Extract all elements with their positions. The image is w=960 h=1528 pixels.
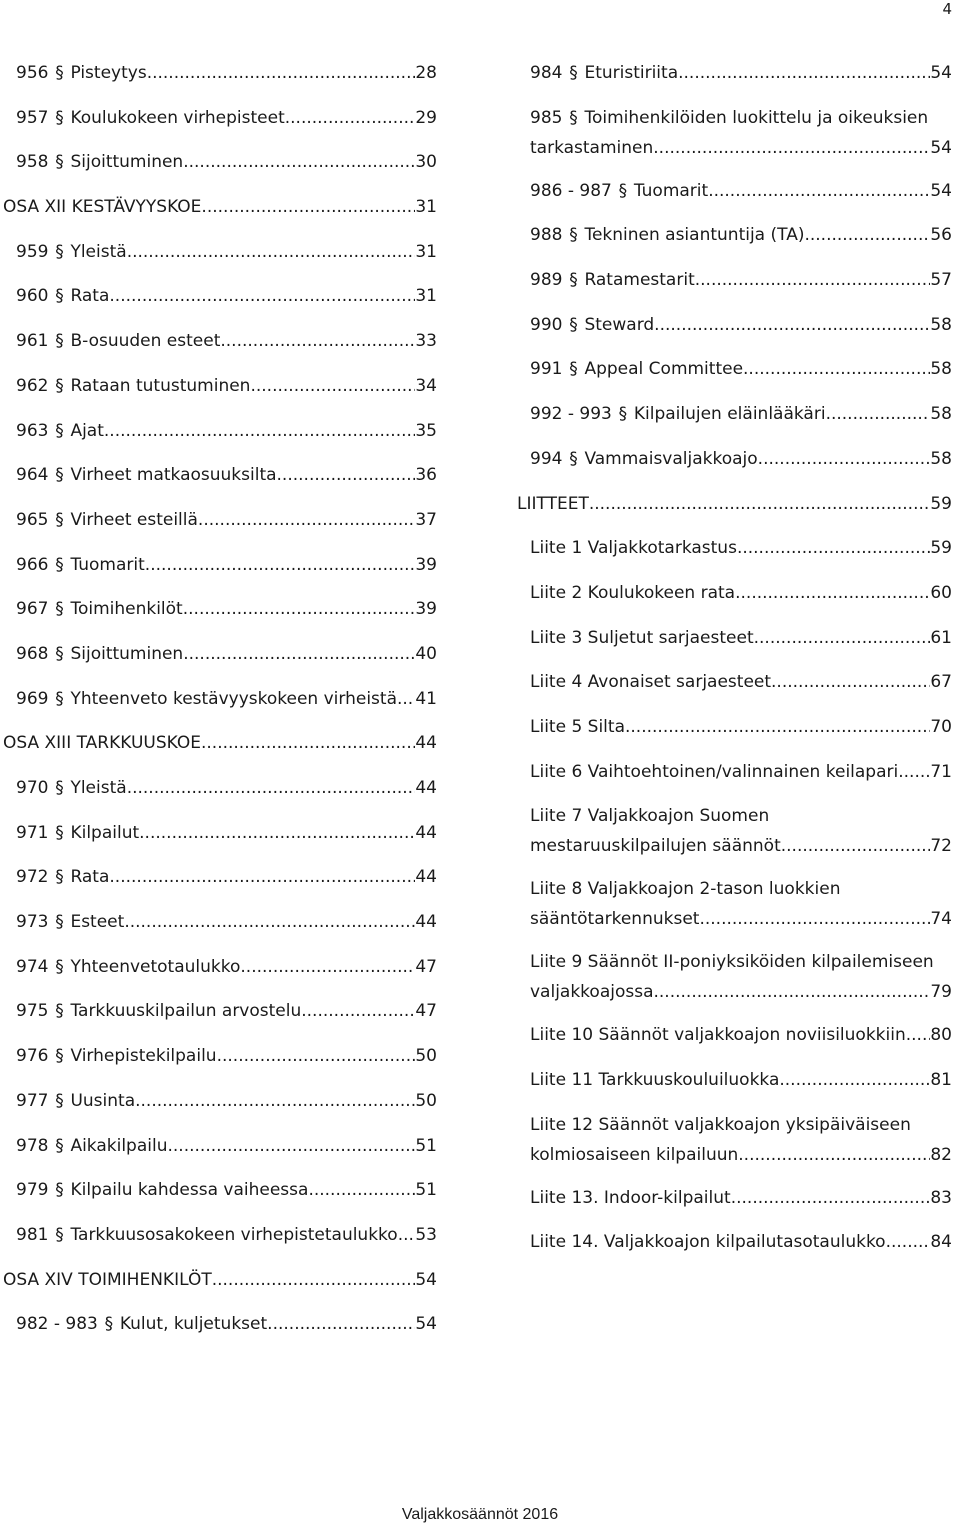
toc-entry-page: 34 [415,375,437,396]
toc-entry-page: 35 [415,420,437,441]
section-sign: § [55,375,64,396]
toc-entry-page: 30 [415,152,437,173]
toc-entry-title: OSA XII KESTÄVYYSKOE [3,197,202,218]
toc-entry-title: Kulut, kuljetukset [119,1314,268,1335]
toc-entry[interactable] [514,667,952,712]
toc-entry-title: Liite 14. Valjakkoajon kilpailutasotaulukko [530,1232,886,1253]
toc-entry-title: Virheet matkaosuuksilta [70,465,277,486]
dot-leader [678,58,930,88]
toc-entry-title: Uusinta [70,1090,136,1111]
toc-entry-title-line1: Liite 8 Valjakkoajon 2-tason luokkien [530,879,841,900]
toc-entry-page: 51 [415,1135,437,1156]
dot-leader [754,623,931,653]
dot-leader [699,904,930,934]
toc-entry-title: Eturistiriita [584,63,679,83]
toc-entry[interactable] [0,639,437,684]
toc-entry-number: 956 [16,63,49,83]
dot-leader [104,416,415,446]
toc-entry-page: 44 [415,822,437,843]
section-sign: § [569,107,578,128]
toc-entry-number: 964 [16,465,49,486]
toc-entry-title: Toimihenkilöt [70,599,183,620]
toc-entry-title: kolmiosaiseen kilpailuun [530,1144,739,1165]
toc-entry-page: 50 [415,1046,437,1067]
toc-entry[interactable] [0,460,437,505]
toc-entry-page: 29 [415,107,437,128]
dot-leader [695,265,931,295]
toc-entry-title: Rataan tutustuminen [70,375,251,396]
dot-leader [779,1065,930,1095]
toc-entry[interactable] [0,1220,437,1265]
toc-entry[interactable] [0,1265,437,1310]
toc-entry[interactable] [0,326,437,371]
toc-entry[interactable] [0,1041,437,1086]
dot-leader [758,444,931,474]
dot-leader [168,1131,416,1161]
toc-entry-title: Sijoittuminen [70,643,184,664]
dot-leader [183,594,416,624]
toc-entry-page: 44 [415,912,437,933]
dot-leader [217,1041,416,1071]
toc-entry-title: Kilpailut [70,822,140,843]
toc-entry[interactable] [0,281,437,326]
toc-entry[interactable] [514,1065,952,1110]
dot-leader [654,310,930,340]
toc-entry[interactable] [514,444,952,489]
toc-entry-title: Sijoittuminen [70,152,184,173]
toc-entry-number: 960 [16,286,49,307]
toc-right-column [514,58,952,1272]
toc-entry-page: 44 [415,867,437,888]
toc-entry-number: 979 [16,1180,49,1201]
toc-entry-number: 972 [16,867,49,888]
toc-entry[interactable] [514,399,952,444]
toc-entry-number: 977 [16,1090,49,1111]
toc-entry[interactable] [514,533,952,578]
toc-entry[interactable] [514,712,952,757]
toc-entry-title: Virhepistekilpailu [70,1046,217,1067]
toc-entry-page: 71 [930,761,952,782]
dot-leader [771,667,930,697]
dot-leader [127,237,416,267]
section-sign: § [618,180,628,201]
toc-entry-title: Tuomarit [70,554,145,575]
toc-entry[interactable] [0,1086,437,1131]
section-sign: § [55,1090,64,1111]
section-sign: § [618,404,628,425]
toc-entry-title: Yleistä [70,778,127,798]
toc-entry[interactable] [514,623,952,668]
toc-entry[interactable] [0,192,437,237]
toc-entry-page: 58 [930,359,952,380]
dot-leader [109,281,415,311]
dot-leader [737,533,930,563]
toc-entry-number: 974 [16,956,49,977]
toc-entry[interactable] [514,801,952,874]
toc-entry-page: 72 [930,836,952,857]
section-sign: § [55,63,64,83]
toc-entry-page: 83 [930,1187,952,1208]
toc-entry-number: 975 [16,1001,49,1022]
toc-entry-title: Ratamestarit [584,270,695,291]
dot-leader [906,1020,931,1050]
toc-entry-title: mestaruuskilpailujen säännöt [530,836,781,857]
toc-entry[interactable] [0,371,437,416]
toc-entry-page: 44 [415,733,437,754]
toc-entry[interactable] [0,862,437,907]
toc-entry-page: 28 [415,63,437,83]
toc-entry-title: Liite 5 Silta [530,716,625,737]
section-sign: § [55,599,64,620]
section-sign: § [55,1135,64,1156]
dot-leader [708,176,930,206]
toc-entry-page: 31 [415,241,437,262]
toc-left-column [0,58,437,1354]
toc-entry-title: Kilpailujen eläinlääkäri [633,404,826,425]
dot-leader [201,192,415,222]
toc-entry-number: 994 [530,448,563,469]
dot-leader [250,371,415,401]
dot-leader [240,952,415,982]
toc-entry-page: 54 [930,180,952,201]
section-sign: § [569,314,578,335]
dot-leader [625,712,930,742]
dot-leader [183,639,415,669]
dot-leader [398,1220,416,1250]
section-sign: § [55,286,64,307]
toc-entry-title: Koulukokeen virhepisteet [70,107,285,128]
toc-entry[interactable] [0,684,437,729]
toc-entry[interactable] [0,728,437,773]
toc-entry-page: 82 [930,1144,952,1165]
dot-leader [109,862,415,892]
section-sign: § [55,778,64,798]
dot-leader [212,1265,416,1295]
toc-entry-number: 981 [16,1224,49,1245]
toc-entry[interactable] [0,103,437,148]
toc-entry-title: Liite 2 Koulukokeen rata [530,582,736,603]
dot-leader [147,58,416,88]
toc-entry-title: Liite 11 Tarkkuuskouluiluokka [530,1070,780,1090]
toc-entry-number: 965 [16,509,49,530]
toc-entry[interactable] [0,907,437,952]
section-sign: § [55,822,64,843]
dot-leader [743,354,930,384]
toc-entry[interactable] [514,103,952,176]
toc-entry[interactable] [514,578,952,623]
section-sign: § [55,241,64,262]
toc-entry-page: 37 [415,509,437,530]
toc-entry[interactable] [0,147,437,192]
toc-entry-number: 976 [16,1046,49,1067]
toc-entry[interactable] [514,874,952,947]
toc-entry[interactable] [514,947,952,1020]
toc-entry[interactable] [514,265,952,310]
dot-leader [397,684,415,714]
section-sign: § [55,956,64,977]
toc-entry-page: 57 [930,270,952,291]
toc-entry-number: 982 - 983 [16,1314,98,1335]
toc-entry[interactable] [514,1110,952,1183]
toc-entry-number: 961 [16,331,49,352]
section-sign: § [569,448,578,469]
toc-entry-page: 36 [415,465,437,486]
toc-entry-page: 51 [415,1180,437,1201]
toc-entry-page: 70 [930,716,952,737]
section-sign: § [55,688,64,709]
toc-entry[interactable] [0,594,437,639]
toc-entry[interactable] [514,58,952,103]
toc-entry-number: 973 [16,912,49,933]
dot-leader [139,818,415,848]
toc-entry-page: 54 [930,63,952,83]
toc-entry[interactable] [0,818,437,863]
section-sign: § [55,1180,64,1201]
section-sign: § [55,867,64,888]
toc-entry-page: 67 [930,672,952,693]
toc-entry-number: 970 [16,778,49,798]
toc-entry-title: B-osuuden esteet [70,331,221,352]
page-footer: Valjakkosäännöt 2016 [401,1506,559,1523]
toc-entry[interactable] [0,550,437,595]
toc-entry-number: 959 [16,241,49,262]
toc-entry-page: 59 [930,538,952,559]
section-sign: § [569,63,578,83]
toc-entry[interactable] [514,1227,952,1272]
toc-entry-page: 84 [930,1232,952,1253]
dot-leader [220,326,415,356]
toc-entry-number: 958 [16,152,49,173]
toc-entry-page: 31 [415,286,437,307]
dot-leader [735,578,930,608]
toc-entry[interactable] [514,310,952,355]
toc-entry[interactable] [514,1020,952,1065]
toc-entry-number: 963 [16,420,49,441]
toc-entry-title: Liite 4 Avonaiset sarjaesteet [530,672,772,693]
toc-entry-page: 60 [930,582,952,603]
toc-entry[interactable] [514,220,952,265]
dot-leader [135,1086,415,1116]
toc-entry-number: 989 [530,270,563,291]
section-sign: § [569,225,578,246]
toc-entry-title: Yleistä [70,241,127,262]
toc-entry-title: OSA XIV TOIMIHENKILÖT [3,1269,212,1290]
toc-entry-page: 58 [930,448,952,469]
toc-entry-title-line1: Liite 12 Säännöt valjakkoajon yksipäiväiseen [530,1114,911,1135]
toc-entry[interactable] [0,952,437,997]
section-sign: § [55,152,64,173]
toc-entry-number: 967 [16,599,49,620]
toc-entry-title: OSA XIII TARKKUUSKOE [3,733,201,754]
section-sign: § [55,554,64,575]
dot-leader [653,133,930,163]
section-sign: § [55,1224,64,1245]
dot-leader [898,757,930,787]
section-sign: § [55,1001,64,1022]
toc-entry-page: 74 [930,909,952,930]
toc-entry-title: Aikakilpailu [70,1135,168,1156]
toc-entry-title: Tarkkuusosakokeen virhepistetaulukko [70,1224,398,1245]
toc-entry-title: Tekninen asiantuntija (TA) [584,225,805,246]
toc-entry-page: 39 [415,554,437,575]
toc-entry-title: Steward [584,314,655,335]
toc-entry-page: 41 [415,688,437,709]
toc-entry-title: Ajat [70,420,104,441]
toc-entry-page: 47 [415,1001,437,1022]
toc-entry-title: Yhteenvetotaulukko [70,956,241,977]
toc-entry-page: 79 [930,982,952,1003]
dot-leader [124,907,415,937]
toc-entry[interactable] [0,773,437,818]
toc-entry-page: 33 [415,331,437,352]
toc-entry-number: 969 [16,688,49,709]
toc-entry-number: 968 [16,643,49,664]
dot-leader [654,977,931,1007]
toc-entry-page: 31 [415,197,437,218]
toc-entry-title-line1: Toimihenkilöiden luokittelu ja oikeuksien [584,107,929,128]
toc-entry[interactable] [0,996,437,1041]
toc-entry-page: 53 [415,1224,437,1245]
toc-entry-page: 44 [415,778,437,798]
dot-leader [804,220,930,250]
toc-entry-number: 971 [16,822,49,843]
toc-entry-number: 988 [530,225,563,246]
toc-entry-page: 81 [930,1070,952,1090]
toc-entry-title: Tarkkuuskilpailun arvostelu [70,1001,302,1022]
toc-entry-title-line1: Liite 7 Valjakkoajon Suomen [530,806,770,827]
toc-entry[interactable] [0,505,437,550]
toc-entry-title: Esteet [70,912,125,933]
toc-entry-title: Virheet esteillä [70,509,198,530]
toc-entry-page: 47 [415,956,437,977]
toc-entry-page: 59 [930,493,952,514]
dot-leader [183,147,415,177]
toc-entry-number: 990 [530,314,563,335]
dot-leader [738,1140,930,1170]
dot-leader [301,996,415,1026]
dot-leader [277,460,416,490]
toc-entry-title: LIITTEET [517,493,589,514]
dot-leader [285,103,416,133]
section-sign: § [55,509,64,530]
toc-entry-number: 992 - 993 [530,404,612,425]
dot-leader [826,399,931,429]
toc-entry[interactable] [0,58,437,103]
toc-entry-number: 957 [16,107,49,128]
toc-entry-number: 962 [16,375,49,396]
dot-leader [781,831,931,861]
section-sign: § [55,331,64,352]
toc-entry-page: 54 [415,1269,437,1290]
dot-leader [198,505,415,535]
dot-leader [127,773,416,803]
page-number: 4 [942,0,952,18]
section-sign: § [569,270,578,291]
dot-leader [886,1227,931,1257]
toc-entry-page: 40 [415,643,437,664]
toc-entry[interactable] [514,354,952,399]
toc-entry-title: Tuomarit [633,180,709,201]
section-sign: § [55,643,64,664]
toc-entry-title-line1: Liite 9 Säännöt II-poniyksiköiden kilpailemiseen [530,952,934,973]
section-sign: § [55,420,64,441]
dot-leader [308,1175,415,1205]
toc-entry-page: 54 [415,1314,437,1335]
toc-entry-page: 56 [930,225,952,246]
toc-entry-title: Vammaisvaljakkoajo [584,448,758,469]
section-sign: § [55,912,64,933]
toc-entry-page: 58 [930,404,952,425]
toc-entry-title: Liite 3 Suljetut sarjaesteet [530,627,754,648]
toc-entry-number: 991 [530,359,563,380]
toc-entry-title: Pisteytys [70,63,147,83]
toc-entry-page: 39 [415,599,437,620]
toc-entry-title: Liite 13. Indoor-kilpailut [530,1187,731,1208]
dot-leader [589,489,931,519]
section-sign: § [55,107,64,128]
section-sign: § [104,1314,114,1335]
dot-leader [201,728,415,758]
toc-entry-number: 984 [530,63,563,83]
toc-entry-title: sääntötarkennukset [530,909,700,930]
toc-entry-title: Yhteenveto kestävyyskokeen virheistä [70,688,397,709]
toc-entry[interactable] [514,1183,952,1228]
section-sign: § [55,1046,64,1067]
toc-entry-title: tarkastaminen [530,137,654,158]
dot-leader [145,550,416,580]
toc-entry-number: 978 [16,1135,49,1156]
toc-entry-number: 986 - 987 [530,180,612,201]
toc-entry[interactable] [0,1309,437,1354]
dot-leader [267,1309,415,1339]
dot-leader [731,1183,931,1213]
toc-entry-page: 80 [930,1025,952,1046]
toc-entry-title: Liite 6 Vaihtoehtoinen/valinnainen keilapari [530,761,899,782]
toc-entry[interactable] [514,489,952,534]
toc-entry-title: Appeal Committee [584,359,744,380]
toc-entry-number: 985 [530,107,563,128]
toc-entry-title: Liite 10 Säännöt valjakkoajon noviisiluokkiin [530,1025,906,1046]
section-sign: § [55,465,64,486]
toc-entry-title: valjakkoajossa [530,982,654,1003]
toc-entry-page: 58 [930,314,952,335]
toc-entry-page: 50 [415,1090,437,1111]
toc-entry[interactable] [514,176,952,221]
toc-entry-title: Kilpailu kahdessa vaiheessa [70,1180,309,1201]
toc-entry[interactable] [0,1131,437,1176]
toc-entry[interactable] [0,237,437,282]
section-sign: § [569,359,578,380]
toc-entry-page: 61 [930,627,952,648]
toc-entry-number: 966 [16,554,49,575]
toc-entry[interactable] [0,1175,437,1220]
toc-entry[interactable] [514,757,952,802]
toc-entry-title: Rata [70,867,110,888]
toc-entry[interactable] [0,416,437,461]
toc-entry-title: Rata [70,286,110,307]
toc-entry-title: Liite 1 Valjakkotarkastus [530,538,737,559]
toc-entry-page: 54 [930,137,952,158]
